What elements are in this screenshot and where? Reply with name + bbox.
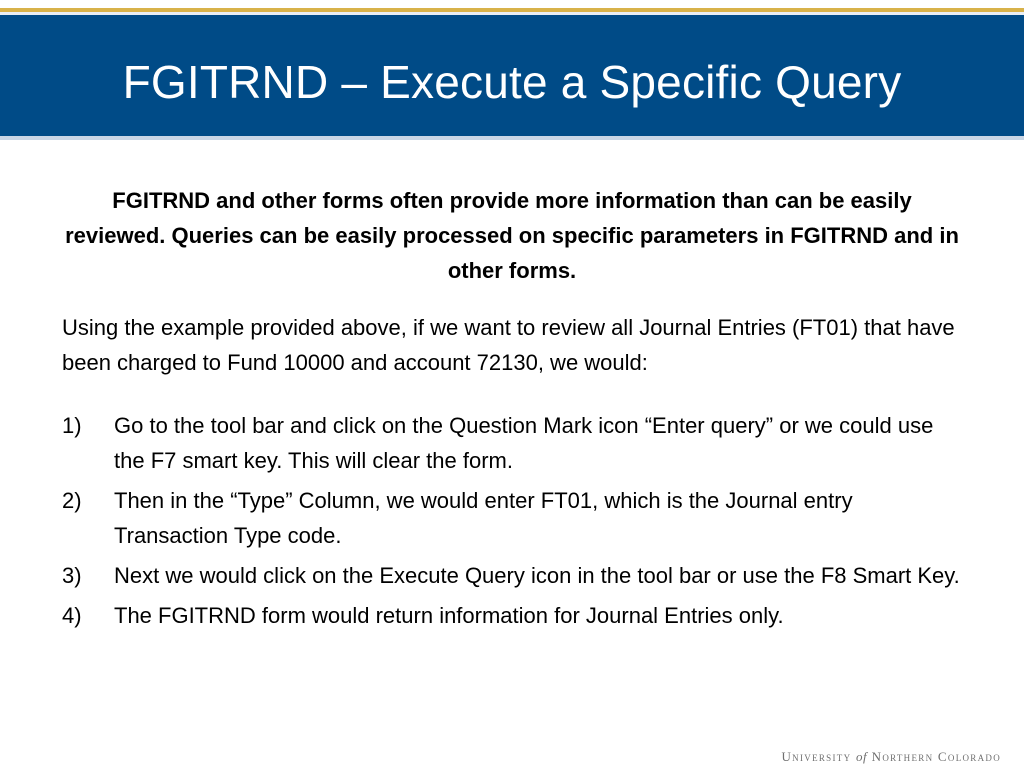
step-number: 4) <box>62 603 82 628</box>
title-band-underline <box>0 136 1024 140</box>
step-text: Go to the tool bar and click on the Question Mark icon “Enter query” or we could use the F7 smart key. This will clear the form. <box>114 413 934 473</box>
step-item <box>62 558 962 593</box>
step-item <box>62 483 962 553</box>
step-number: 2) <box>62 488 82 513</box>
step-text: The FGITRND form would return information for Journal Entries only. <box>114 603 784 628</box>
university-logo <box>781 749 1001 765</box>
logo-word-northern-colorado: Northern Colorado <box>871 749 1001 764</box>
step-number: 3) <box>62 563 82 588</box>
logo-word-of: of <box>855 749 868 764</box>
steps-list <box>62 408 962 638</box>
step-item <box>62 598 962 633</box>
intro-paragraph: FGITRND and other forms often provide more information than can be easily reviewed. Queries can be easily processed on specific parameters in FGITRND and in other forms. <box>65 188 959 283</box>
lead-paragraph: Using the example provided above, if we want to review all Journal Entries (FT01) that have been charged to Fund 10000 and account 72130, we would: <box>62 315 955 375</box>
step-item <box>62 408 962 478</box>
logo-word-university: University <box>781 749 852 764</box>
slide-title: FGITRND – Execute a Specific Query <box>122 56 902 108</box>
step-text: Next we would click on the Execute Query icon in the tool bar or use the F8 Smart Key. <box>114 563 960 588</box>
step-number: 1) <box>62 413 82 438</box>
step-text: Then in the “Type” Column, we would enter FT01, which is the Journal entry Transaction Type code. <box>114 488 853 548</box>
